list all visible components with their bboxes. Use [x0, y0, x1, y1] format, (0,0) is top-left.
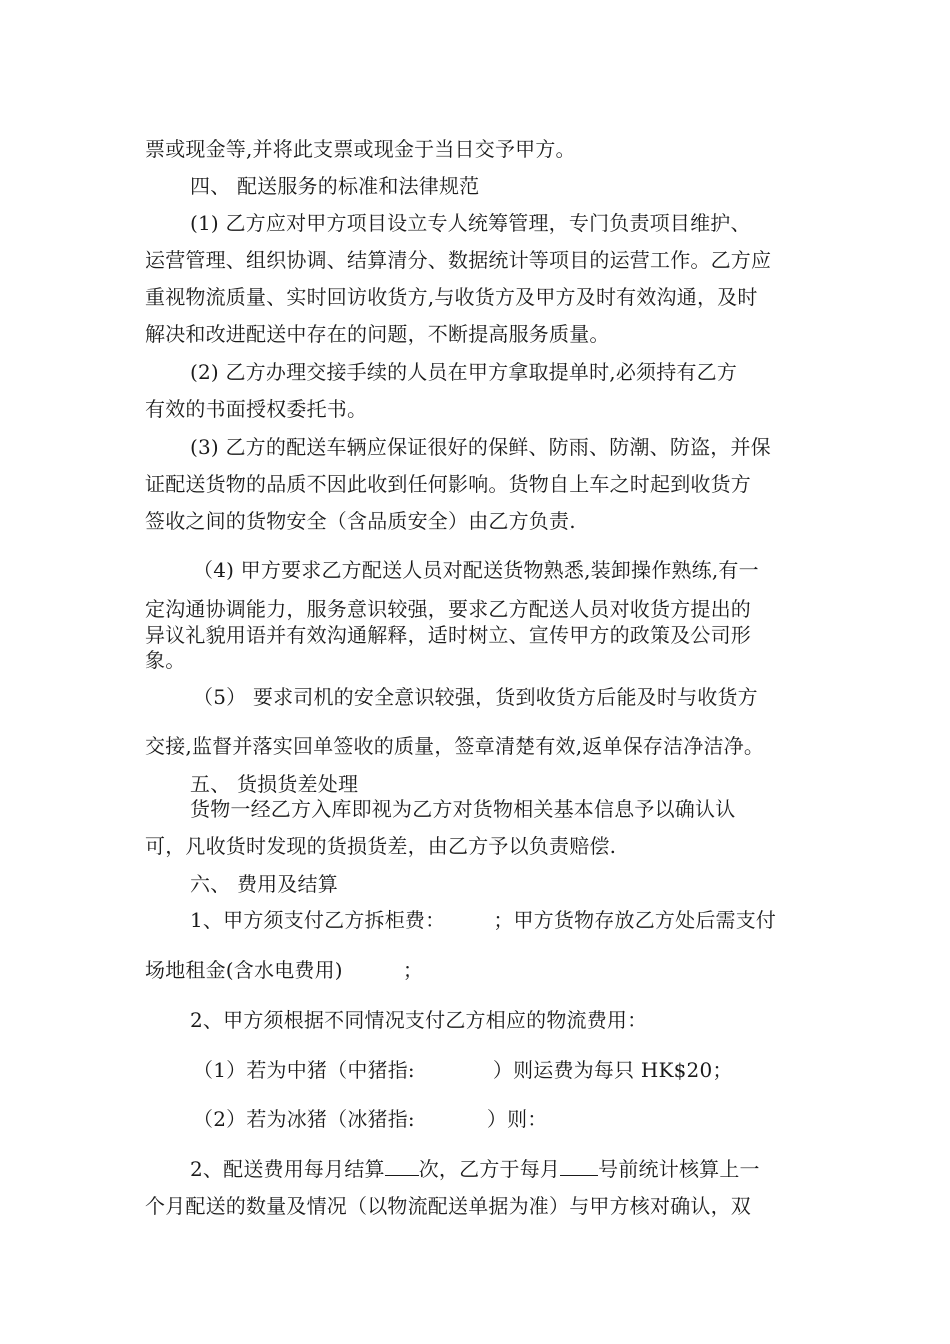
text-line: 交接,监督并落实回单签收的质量，签章清楚有效,返单保存洁净洁净。 — [145, 734, 765, 758]
text-line: 个月配送的数量及情况（以物流配送单据为准）与甲方核对确认，双 — [145, 1194, 751, 1218]
settle-text: 2、配送费用每月结算 — [190, 1157, 385, 1181]
text-line: (1) 乙方应对甲方项目设立专人统筹管理，专门负责项目维护、 — [190, 211, 751, 235]
fee-line-2-1 — [193, 1058, 733, 1082]
fee-text: ； — [402, 958, 424, 982]
text-line: 证配送货物的品质不因此收到任何影响。货物自上车之时起到收货方 — [145, 472, 751, 496]
fee-text: 1、甲方须支付乙方拆柜费： — [190, 908, 446, 932]
fee-text: 场地租金(含水电费用) — [145, 958, 343, 982]
fee-line-2: 2、甲方须根据不同情况支付乙方相应的物流费用： — [190, 1008, 648, 1032]
text-line: 重视物流质量、实时回访收货方,与收货方及甲方及时有效沟通，及时 — [145, 285, 758, 309]
blank-underline — [385, 1157, 419, 1176]
text-line: 解决和改进配送中存在的问题，不断提高服务质量。 — [145, 322, 610, 346]
fee-text: ；甲方货物存放乙方处后需支付 — [493, 908, 777, 932]
section-heading-5: 五、 货损货差处理 — [190, 772, 359, 796]
text-line: 有效的书面授权委托书。 — [145, 397, 368, 421]
fee-line-2-2 — [193, 1107, 547, 1131]
fee-line-1-cont — [145, 958, 423, 982]
text-line: 货物一经乙方入库即视为乙方对货物相关基本信息予以确认认 — [190, 797, 736, 821]
text-line: 可，凡收货时发现的货损货差，由乙方予以负责赔偿. — [145, 834, 617, 858]
text-line: (2) 乙方办理交接手续的人员在甲方拿取提单时,必须持有乙方 — [190, 360, 738, 384]
settle-text: 次，乙方于每月 — [418, 1157, 561, 1181]
blank-underline — [560, 1157, 598, 1176]
text-line: 运营管理、组织协调、结算清分、数据统计等项目的运营工作。乙方应 — [145, 248, 772, 272]
text-line: 签收之间的货物安全（含品质安全）由乙方负责. — [145, 509, 576, 533]
text-line: （5） 要求司机的安全意识较强，货到收货方后能及时与收货方 — [193, 685, 758, 709]
fee-text: （2）若为冰猪（冰猪指: — [193, 1107, 415, 1131]
fee-line-1 — [190, 908, 776, 932]
settle-text: 号前统计核算上一 — [598, 1157, 760, 1181]
section-heading-4: 四、 配送服务的标准和法律规范 — [190, 174, 480, 198]
text-line: （4) 甲方要求乙方配送人员对配送货物熟悉,装卸操作熟练,有一 — [193, 558, 759, 582]
text-line: 定沟通协调能力，服务意识较强，要求乙方配送人员对收货方提出的 — [145, 597, 751, 621]
text-line: 票或现金等,并将此支票或现金于当日交予甲方。 — [145, 137, 576, 161]
fee-text: ）则运费为每只 HK$20； — [492, 1058, 733, 1082]
settlement-line — [190, 1157, 760, 1181]
fee-text: ）则： — [486, 1107, 548, 1131]
section-heading-6: 六、 费用及结算 — [190, 872, 338, 896]
text-line: 异议礼貌用语并有效沟通解释，适时树立、宣传甲方的政策及公司形 — [145, 623, 751, 647]
fee-text: （1）若为中猪（中猪指: — [193, 1058, 415, 1082]
text-line: 象。 — [145, 648, 186, 672]
text-line: (3) 乙方的配送车辆应保证很好的保鲜、防雨、防潮、防盗，并保 — [190, 435, 771, 459]
